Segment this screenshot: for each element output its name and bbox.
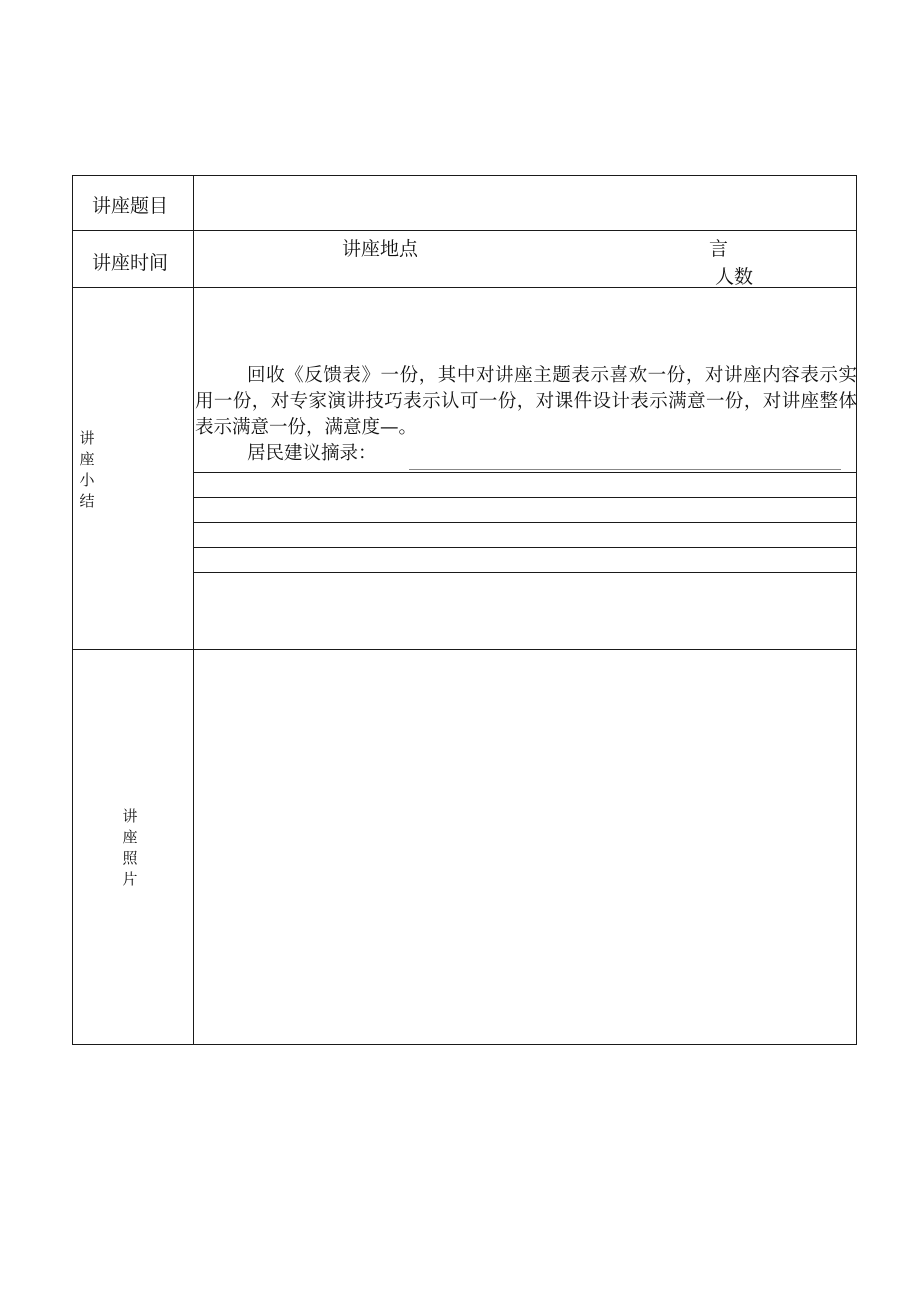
location-label: 讲座地点 <box>342 238 419 260</box>
summary-content <box>195 363 857 467</box>
column-divider <box>193 176 194 1044</box>
speaker-label: 言 <box>709 238 729 260</box>
summary-line-4 <box>194 547 856 548</box>
summary-label: 讲座小结 <box>79 429 95 510</box>
attendees-label: 人数 <box>715 266 754 288</box>
lecture-record-table <box>72 175 857 1045</box>
row-divider-summary <box>73 649 856 650</box>
summary-line-2 <box>194 497 856 498</box>
row-divider-topic <box>73 230 856 231</box>
topic-label: 讲座题目 <box>92 195 169 217</box>
suggestion-label: 居民建议摘录： <box>247 443 377 464</box>
photos-label: 讲座照片 <box>122 807 138 888</box>
summary-line-3 <box>194 522 856 523</box>
summary-line-1 <box>194 472 856 473</box>
feedback-paragraph: 回收《反馈表》一份，其中对讲座主题表示喜欢一份，对讲座内容表示实用一份，对专家演讲技巧表示认可一份，对课件设计表示满意一份，对讲座整体表示满意一份，满意度—。 <box>195 365 857 438</box>
suggestion-underline[interactable] <box>409 469 841 470</box>
summary-line-5 <box>194 572 856 573</box>
time-label: 讲座时间 <box>92 252 169 274</box>
